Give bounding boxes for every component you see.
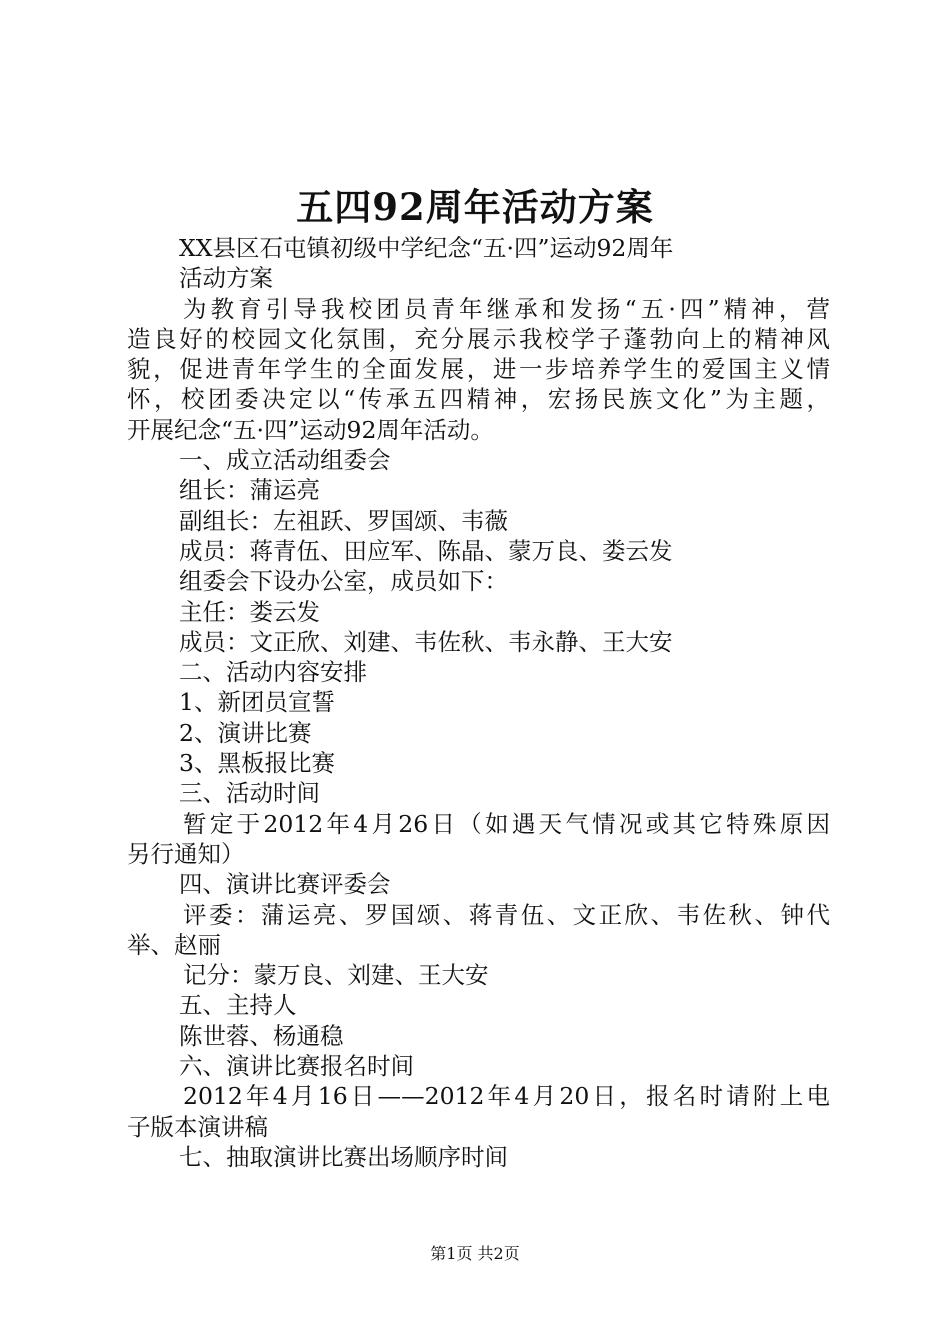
paragraph-line: 活动方案 <box>179 264 273 293</box>
paragraph-line: 怀，校团委决定以“传承五四精神，宏扬民族文化”为主题， <box>127 385 830 414</box>
paragraph-line: 举、赵丽 <box>127 930 221 959</box>
paragraph-line: 记分：蒙万良、刘建、王大安 <box>183 961 489 990</box>
paragraph-line: 开展纪念“五·四”运动92周年活动。 <box>127 415 494 444</box>
section-heading: 二、活动内容安排 <box>179 658 367 687</box>
paragraph-line: 子版本演讲稿 <box>127 1112 268 1141</box>
section-heading: 五、主持人 <box>179 991 297 1020</box>
paragraph-line: 陈世蓉、杨通稳 <box>179 1021 344 1050</box>
paragraph-line: 组长：蒲运亮 <box>179 476 320 505</box>
section-heading: 一、成立活动组委会 <box>179 446 391 475</box>
paragraph-line: 成员：文正欣、刘建、韦佐秋、韦永静、王大安 <box>179 627 673 656</box>
section-heading: 三、活动时间 <box>179 779 320 808</box>
section-heading: 四、演讲比赛评委会 <box>179 870 391 899</box>
paragraph-line: 2012年4月16日——2012年4月20日，报名时请附上电 <box>183 1082 830 1111</box>
paragraph-line: 成员：蒋青伍、田应军、陈晶、蒙万良、娄云发 <box>179 536 673 565</box>
paragraph-line: 貌，促进青年学生的全面发展，进一步培养学生的爱国主义情 <box>127 355 830 384</box>
paragraph-line: 造良好的校园文化氛围，充分展示我校学子蓬勃向上的精神风 <box>127 324 830 353</box>
paragraph-line: 主任：娄云发 <box>179 597 320 626</box>
list-item: 1、新团员宣誓 <box>179 688 335 717</box>
paragraph-line: XX县区石屯镇初级中学纪念“五·四”运动92周年 <box>179 234 674 262</box>
document-title: 五四92周年活动方案 <box>296 185 654 229</box>
paragraph-line: 另行通知） <box>127 839 245 868</box>
paragraph-line: 评委：蒲运亮、罗国颂、蒋青伍、文正欣、韦佐秋、钟代 <box>183 900 830 929</box>
section-heading: 七、抽取演讲比赛出场顺序时间 <box>179 1142 508 1171</box>
paragraph-line: 组委会下设办公室，成员如下： <box>179 567 508 596</box>
page-number: 第1页 共2页 <box>430 1244 520 1263</box>
paragraph-line: 暂定于2012年4月26日（如遇天气情况或其它特殊原因 <box>183 809 830 838</box>
paragraph-line: 副组长：左祖跃、罗国颂、韦薇 <box>179 506 508 535</box>
paragraph-line: 为教育引导我校团员青年继承和发扬“五·四”精神，营 <box>183 294 830 323</box>
section-heading: 六、演讲比赛报名时间 <box>179 1052 414 1081</box>
list-item: 3、黑板报比赛 <box>179 749 335 778</box>
list-item: 2、演讲比赛 <box>179 718 312 747</box>
document-body <box>127 233 830 1172</box>
